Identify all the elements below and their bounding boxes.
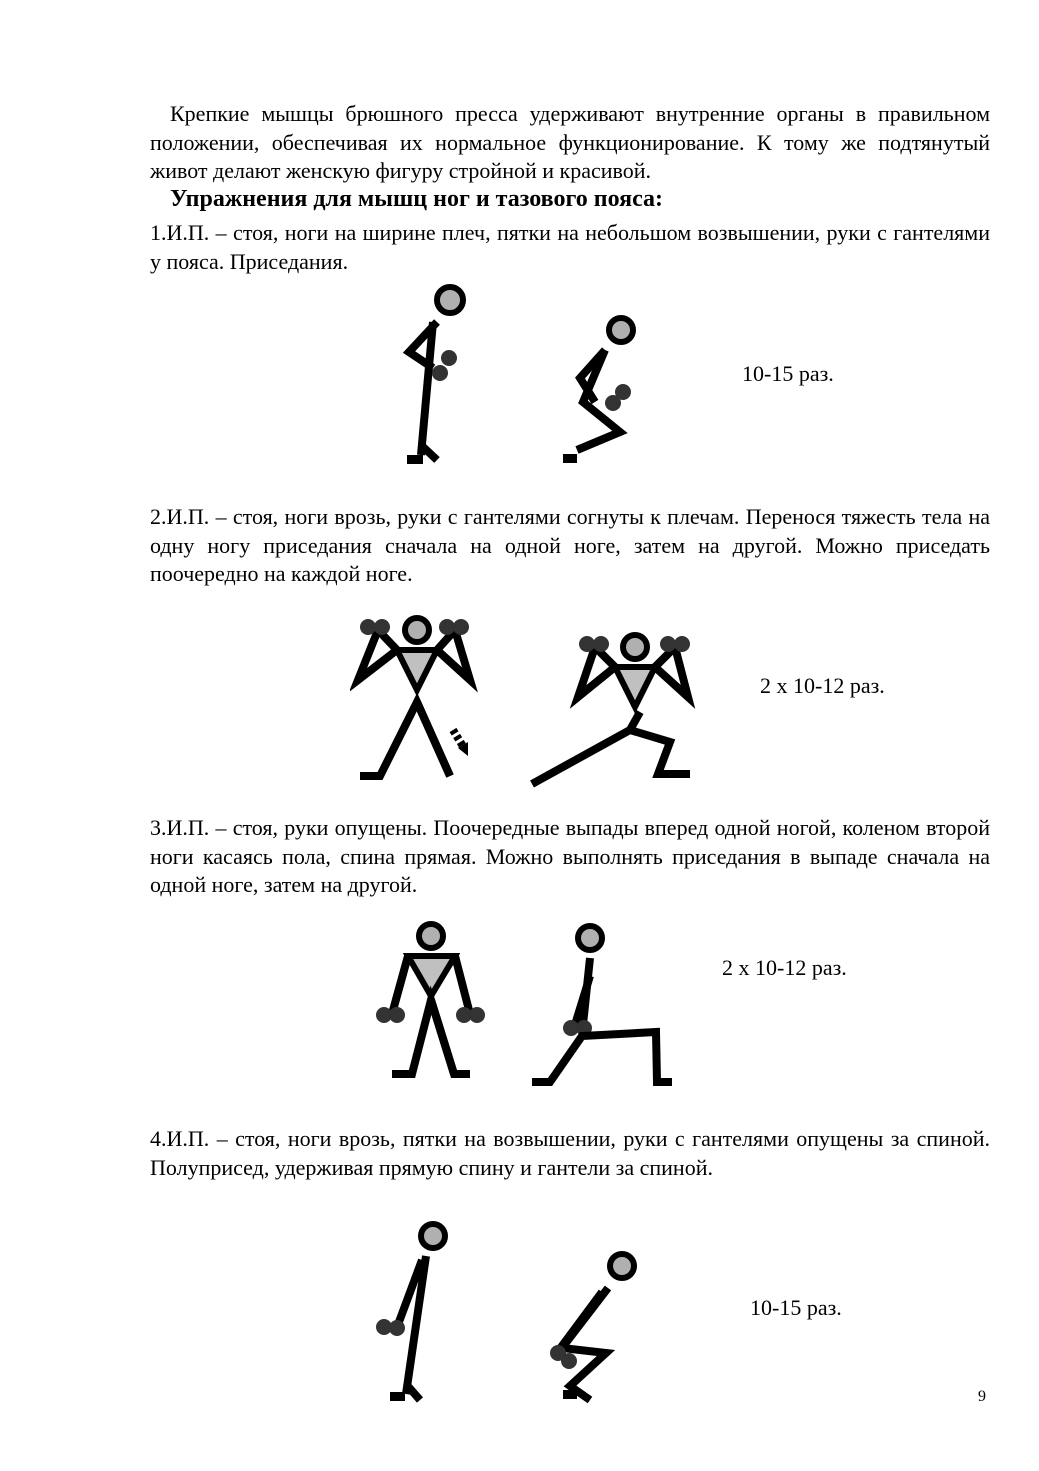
- exercise-3-figure: [370, 916, 680, 1091]
- section-heading: Упражнения для мышц ног и тазового пояса:: [170, 186, 664, 212]
- intro-paragraph: Крепкие мышцы брюшного пресса удерживают внутренние органы в правильном положении, обеспечивая их нормальное функционирование. К тому же подтянутый живот делают женскую фигуру стройной и красивой.: [150, 101, 990, 183]
- exercise-1-text: 1.И.П. – стоя, ноги на ширине плеч, пятки на небольшом возвышении, руки с гантелями у пояса. Приседания.: [150, 220, 990, 274]
- page-number: 9: [978, 1388, 986, 1405]
- exercise-1-figure: [395, 280, 645, 470]
- exercise-2-text: 2.И.П. – стоя, ноги врозь, руки с гантелями согнуты к плечам. Перенося тяжесть тела на одну ногу приседания сначала на одной ноге, затем на другой. Можно приседать поочередно на каждой ноге.: [150, 504, 990, 586]
- exercise-2-figure: [350, 612, 700, 792]
- exercise-3-text: 3.И.П. – стоя, руки опущены. Поочередные выпады вперед одной ногой, коленом второй ноги касаясь пола, спина прямая. Можно выполнять приседания в выпаде сначала на одной ноге, затем на другой.: [150, 815, 990, 897]
- exercise-3-reps: 2 х 10-12 раз.: [722, 955, 847, 980]
- exercise-1-reps: 10-15 раз.: [742, 361, 834, 386]
- exercise-4-figure: [370, 1218, 650, 1408]
- exercise-2-reps: 2 х 10-12 раз.: [760, 673, 885, 698]
- exercise-4-text: 4.И.П. – стоя, ноги врозь, пятки на возвышении, руки с гантелями опущены за спиной. Полуприсед, удерживая прямую спину и гантели за спиной.: [150, 1126, 990, 1180]
- exercise-4-reps: 10-15 раз.: [750, 1295, 842, 1320]
